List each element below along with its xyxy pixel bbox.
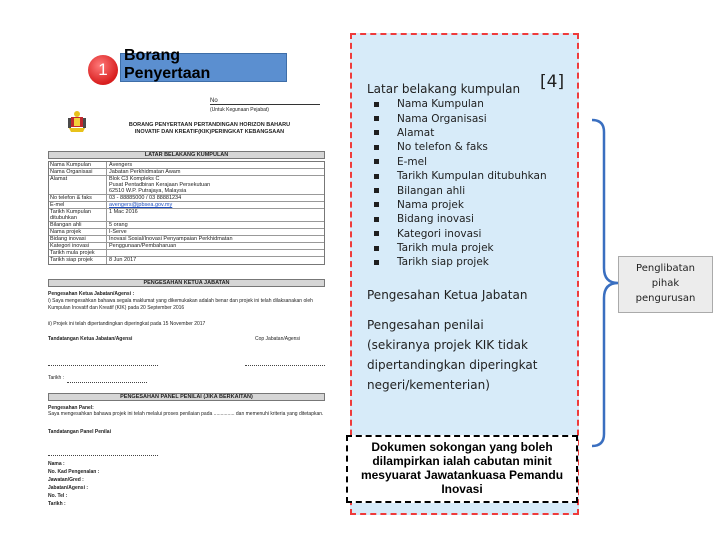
bullet-icon [374,116,379,121]
list-item [374,126,574,140]
field-name: Nama : [48,461,65,467]
row-label: Tarikh mula projek [49,250,107,256]
bullet-icon [374,174,379,179]
step-number: 1 [98,60,108,79]
form-heading: BORANG PENYERTAAN PERTANDINGAN HORIZON BAHARU INOVATIF DAN KREATIF(KIK)PERINGKAT KEBANGSAAN [128,122,291,135]
dept-approval-text: Pengesahan Ketua Jabatan [367,288,528,302]
panel-heading: Pengesahan Panel: [48,405,94,411]
reference-note: (Untuk Kegunaan Pejabat) [210,107,269,113]
table-row [49,195,324,202]
supporting-document-note: Dokumen sokongan yang boleh dilampirkan ialah cabutan minit mesyuarat Jawatankuasa Pemandu Inovasi [346,435,578,503]
row-label: Alamat [49,176,107,194]
item-count: [4] [540,72,565,92]
field-list [374,97,574,270]
field-agency: Jabatan/Agensi : [48,485,89,491]
signature-line [48,365,158,366]
row-value: Jabatan Perkhidmatan Awam [109,169,181,175]
bullet-icon [374,260,379,265]
right-brace-icon [590,118,620,448]
stamp-line [245,365,325,366]
list-item-label: Kategori inovasi [397,227,482,240]
field-phone: No. Tel : [48,493,68,499]
list-item-label: Nama Kumpulan [397,98,484,111]
list-item [374,183,574,197]
dept-statement-1: i) Saya mengesahkan bahawa segala maklumat yang dikemukakan adalah benar dan projek ini telah dilaksanakan oleh Kumpulan Inovatif dan Kreatif (KIK) pada 20 September 2016 [48,298,313,311]
row-value: 03 - 88885000 / 03 88881234 [109,195,182,201]
crest-icon [67,110,87,134]
dept-heading: Pengesahan Ketua Jabatan/Agensi : [48,291,135,297]
table-row [49,236,324,243]
row-value: I-Serve [109,229,127,235]
row-label: E-mel [49,202,107,208]
field-ic: No. Kad Pengenalan : [48,469,100,475]
list-item-label: Tarikh Kumpulan ditubuhkan [397,170,547,183]
row-label: Kategori inovasi [49,243,107,249]
table-row [49,202,324,209]
list-item-label: Tarikh mula projek [397,242,494,255]
row-label: Tarikh siap projek [49,257,107,264]
list-item [374,227,574,241]
step-number-badge [88,55,118,85]
row-value: Avengers [109,162,133,168]
row-label: Nama Organisasi [49,169,107,175]
dept-stamp-label: Cop Jabatan/Agensi [255,336,301,342]
bullet-icon [374,159,379,164]
application-form-scan [45,95,329,515]
list-item [374,241,574,255]
list-item-label: Bidang inovasi [397,213,474,226]
table-row [49,222,324,229]
table-row [49,243,324,250]
list-item [374,212,574,226]
row-label: Bilangan ahli [49,222,107,228]
dept-date-label: Tarikh : [48,375,65,381]
reference-number-field: No [210,98,320,105]
section-title: Borang Penyertaan [124,47,211,82]
bullet-icon [374,246,379,251]
dept-section-bar: PENGESAHAN KETUA JABATAN [48,279,325,287]
group-section-bar: LATAR BELAKANG KUMPULAN [48,151,325,159]
panel-approval-text: Pengesahan penilai (sekiranya projek KIK tidak dipertandingkan diperingkat negeri/kementerian) [367,318,538,392]
bullet-icon [374,145,379,150]
bullet-icon [374,231,379,236]
row-label: Nama projek [49,229,107,235]
row-value: 8 Jun 2017 [109,257,137,263]
panel-signature-line [48,455,158,456]
row-value: Inovasi Sosial/Inovasi Penyampaian Perkhidmatan [109,236,233,242]
table-row [49,257,324,264]
panel-heading-text: Latar belakang kumpulan [367,82,521,96]
list-item [374,169,574,183]
list-item [374,255,574,269]
table-row [49,209,324,222]
bullet-icon [374,130,379,135]
panel-statement: Saya mengesahkan bahawa projek ini telah melalui proses penilaian pada ............... dan memenuhi kriteria yang ditetapkan. [48,411,324,417]
list-item-label: No telefon & faks [397,141,488,154]
list-item [374,97,574,111]
panel-section-bar: PENGESAHAN PANEL PENILAI (JIKA BERKAITAN) [48,393,325,401]
list-item [374,198,574,212]
row-value: avengers@jpbsea.gov.my [109,202,173,208]
row-value [107,250,324,256]
row-label: Nama Kumpulan [49,162,107,168]
table-row [49,229,324,236]
list-item-label: Alamat [397,126,435,139]
list-item [374,111,574,125]
table-row [49,162,324,169]
panel-signature-label: Tandatangan Panel Penilai [48,429,111,435]
table-row [49,250,324,257]
row-label: No telefon & faks [49,195,107,201]
row-value: Penggunaan/Pembaharuan [109,243,177,249]
callout-text: Penglibatan pihak pengurusan [635,263,696,304]
table-row [49,176,324,195]
list-item-label: Tarikh siap projek [397,256,489,269]
dept-signature-label: Tandatangan Ketua Jabatan/Agensi [48,336,133,342]
row-label: Tarikh Kumpulan ditubuhkan [49,209,107,221]
field-position: Jawatan/Gred : [48,477,84,483]
date-line [67,382,147,383]
list-item-label: Nama Organisasi [397,112,487,125]
list-item-label: Bilangan ahli [397,184,466,197]
list-item-label: E-mel [397,155,428,168]
group-details-table [48,161,325,265]
row-value: Blok C3 Kompleks C Pusat Pentadbiran Kerajaan Persekutuan 62510 W.P. Putrajaya, Malaysia [109,176,211,194]
field-date: Tarikh : [48,501,66,507]
list-item-label: Nama projek [397,198,464,211]
bullet-icon [374,188,379,193]
row-value: 1 Mac 2016 [109,209,138,215]
table-row [49,169,324,176]
dept-statement-2: ii) Projek ini telah dipertandingkan diperingkat pada 15 November 2017 [48,321,206,327]
bullet-icon [374,202,379,207]
management-involvement-callout [618,256,713,313]
bullet-icon [374,217,379,222]
bullet-icon [374,102,379,107]
list-item [374,140,574,154]
row-value: 5 orang [109,222,128,228]
list-item [374,155,574,169]
row-label: Bidang inovasi [49,236,107,242]
